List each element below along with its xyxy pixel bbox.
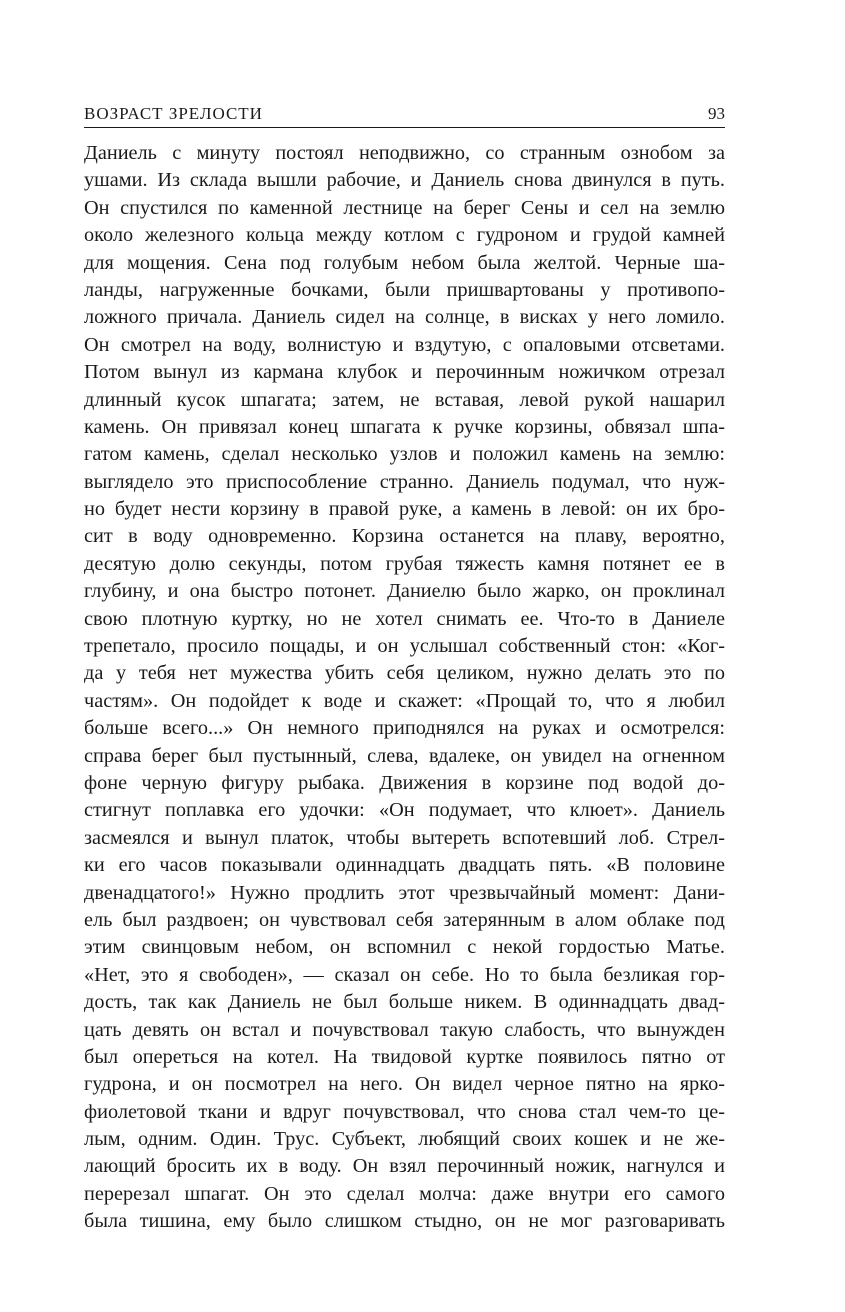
text-line: фоне черную фигуру рыбака. Движения в корзине под водой до- — [84, 771, 725, 794]
text-line: для мощения. Сена под голубым небом была желтой. Черные ша- — [84, 251, 725, 274]
running-title: ВОЗРАСТ ЗРЕЛОСТИ — [84, 104, 263, 123]
running-header — [84, 103, 725, 128]
text-line: да у тебя нет мужества убить себя целиком, нужно делать это по — [84, 662, 725, 685]
text-line: свою плотную куртку, но не хотел снимать ее. Что-то в Даниеле — [84, 607, 725, 630]
text-line: больше всего...» Он немного приподнялся на руках и осмотрелся: — [84, 717, 725, 740]
text-line: «Нет, это я свободен», — сказал он себе. Но то была безликая гор- — [84, 963, 725, 986]
text-line: ки его часов показывали одиннадцать двадцать пять. «В половине — [84, 854, 725, 877]
text-line: Он спустился по каменной лестнице на берег Сены и сел на землю — [84, 196, 725, 219]
text-line: трепетало, просило пощады, и он услышал собственный стон: «Ког- — [84, 635, 725, 658]
text-line: около железного кольца между котлом с гудроном и грудой камней — [84, 224, 725, 247]
text-line: лающий бросить их в воду. Он взял перочинный ножик, нагнулся и — [84, 1155, 725, 1178]
text-line: гатом камень, сделал несколько узлов и положил камень на землю: — [84, 443, 725, 466]
text-line: лым, одним. Один. Трус. Субъект, любящий своих кошек и не же- — [84, 1128, 725, 1151]
text-line: длинный кусок шпагата; затем, не вставая, левой рукой нашарил — [84, 388, 725, 411]
text-line: сит в воду одновременно. Корзина останется на плаву, вероятно, — [84, 525, 725, 548]
text-line: ланды, нагруженные бочками, были пришвартованы у противопо- — [84, 278, 725, 301]
text-line: засмеялся и вынул платок, чтобы вытереть вспотевший лоб. Стрел- — [84, 826, 725, 849]
text-line: гудрона, и он посмотрел на него. Он видел черное пятно на ярко- — [84, 1073, 725, 1096]
text-line: был опереться на котел. На твидовой куртке появилось пятно от — [84, 1045, 725, 1068]
text-line: этим свинцовым небом, он вспомнил с некой гордостью Матье. — [84, 936, 725, 959]
text-line: Потом вынул из кармана клубок и перочинным ножичком отрезал — [84, 361, 725, 384]
text-line: ель был раздвоен; он чувствовал себя затерянным в алом облаке под — [84, 908, 725, 931]
text-line: десятую долю секунды, потом грубая тяжесть камня потянет ее в — [84, 552, 725, 575]
text-line: фиолетовой ткани и вдруг почувствовал, что снова стал чем-то це- — [84, 1100, 725, 1123]
text-line: справа берег был пустынный, слева, вдалеке, он увидел на огненном — [84, 744, 725, 767]
text-line: Он смотрел на воду, волнистую и вздутую, с опаловыми отсветами. — [84, 333, 725, 356]
text-line: ложного причала. Даниель сидел на солнце, в висках у него ломило. — [84, 306, 725, 329]
page-number: 93 — [708, 104, 725, 123]
text-line: Даниель с минуту постоял неподвижно, со странным ознобом за — [84, 142, 725, 164]
text-line: камень. Он привязал конец шпагата к ручке корзины, обвязал шпа- — [84, 415, 725, 438]
text-line: перерезал шпагат. Он это сделал молча: даже внутри его самого — [84, 1182, 725, 1205]
text-line: дость, так как Даниель не был больше никем. В одиннадцать двад- — [84, 991, 725, 1014]
text-line: стигнут поплавка его удочки: «Он подумает, что клюет». Даниель — [84, 799, 725, 822]
text-line: частям». Он подойдет к воде и скажет: «Прощай то, что я любил — [84, 689, 725, 712]
text-line: выглядело это приспособление странно. Даниель подумал, что нуж- — [84, 470, 725, 493]
text-line: цать девять он встал и почувствовал такую слабость, что вынужден — [84, 1018, 725, 1041]
text-line: двенадцатого!» Нужно продлить этот чрезвычайный момент: Дани- — [84, 881, 725, 904]
body-text — [84, 140, 725, 1236]
text-line: ушами. Из склада вышли рабочие, и Даниель снова двинулся в путь. — [84, 169, 725, 192]
text-line: но будет нести корзину в правой руке, а камень в левой: он их бро- — [84, 498, 725, 521]
text-line: глубину, и она быстро потонет. Даниелю было жарко, он проклинал — [84, 580, 725, 603]
text-line: была тишина, ему было слишком стыдно, он не мог разговаривать — [84, 1210, 725, 1233]
